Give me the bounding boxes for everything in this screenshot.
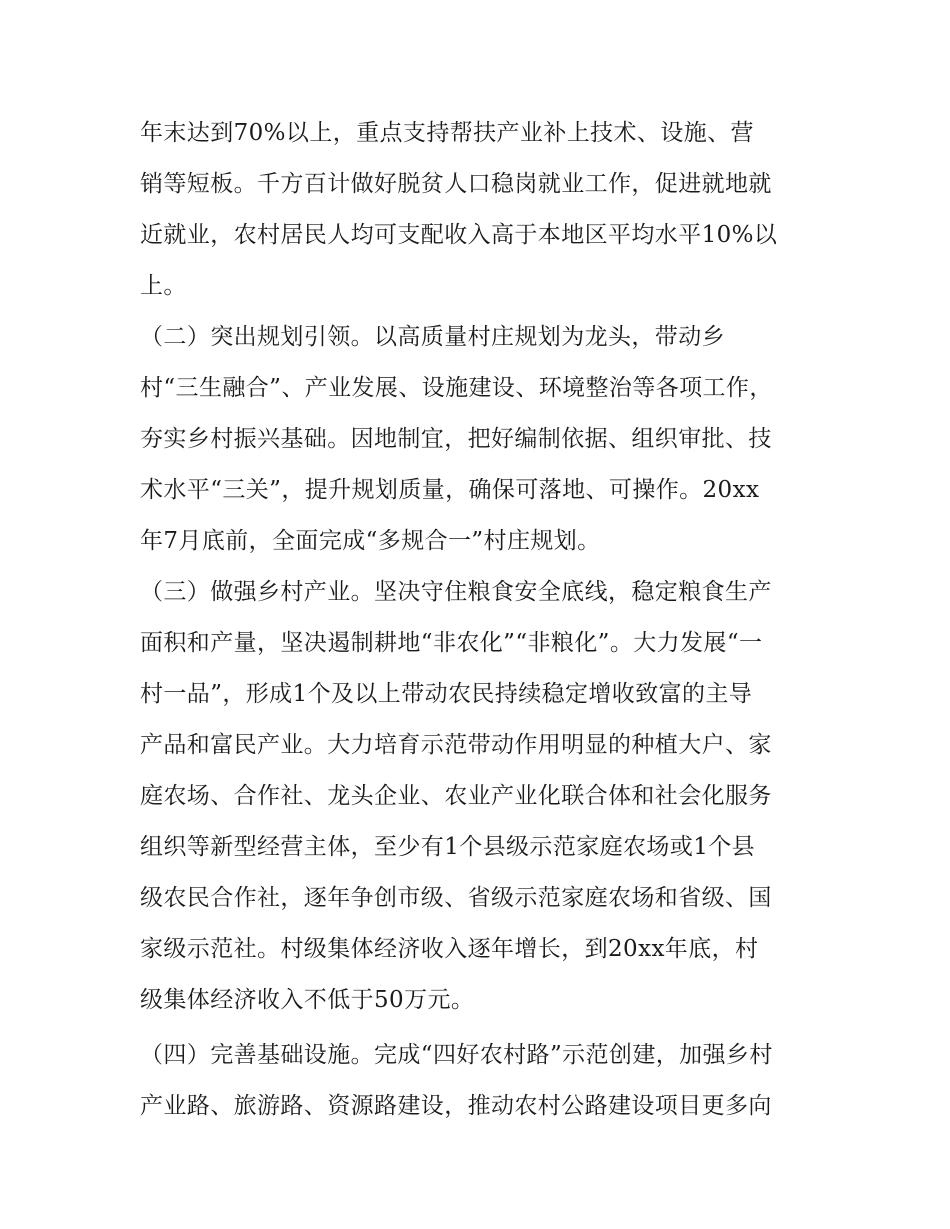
text-line: 组织等新型经营主体，至少有1个县级示范家庭农场或1个县 bbox=[140, 834, 756, 860]
text-line: 面积和产量，坚决遏制耕地“非农化”“非粮化”。大力发展“一 bbox=[140, 630, 763, 656]
text-line: 产业路、旅游路、资源路建设，推动农村公路建设项目更多向 bbox=[140, 1093, 772, 1119]
text-line: 上。 bbox=[140, 273, 187, 299]
section-heading-line: （四）完善基础设施。完成“四好农村路”示范创建，加强乡村 bbox=[140, 1042, 773, 1068]
text-line: 产品和富民产业。大力培育示范带动作用明显的种植大户、家 bbox=[140, 732, 772, 758]
text-line: 年末达到70%以上，重点支持帮扶产业补上技术、设施、营 bbox=[140, 120, 754, 146]
text-line: 村“三生融合”、产业发展、设施建设、环境整治等各项工作， bbox=[140, 375, 773, 401]
text-line: 销等短板。千方百计做好脱贫人口稳岗就业工作，促进就地就 bbox=[140, 171, 772, 197]
text-line: 庭农场、合作社、龙头企业、农业产业化联合体和社会化服务 bbox=[140, 783, 772, 809]
text-line: 家级示范社。村级集体经济收入逐年增长，到20xx年底，村 bbox=[140, 936, 759, 962]
text-line: 术水平“三关”，提升规划质量，确保可落地、可操作。20xx bbox=[140, 477, 760, 503]
text-line: 级集体经济收入不低于50万元。 bbox=[140, 987, 475, 1013]
section-heading-line: （二）突出规划引领。以高质量村庄规划为龙头，带动乡 bbox=[140, 324, 725, 350]
body-text bbox=[140, 108, 820, 1132]
text-line: 夯实乡村振兴基础。因地制宜，把好编制依据、组织审批、技 bbox=[140, 426, 772, 452]
section-heading-line: （三）做强乡村产业。坚决守住粮食安全底线，稳定粮食生产 bbox=[140, 579, 772, 605]
text-line: 村一品”，形成1个及以上带动农民持续稳定增收致富的主导 bbox=[140, 681, 753, 707]
text-line: 级农民合作社，逐年争创市级、省级示范家庭农场和省级、国 bbox=[140, 885, 772, 911]
text-line: 年7月底前，全面完成“多规合一”村庄规划。 bbox=[140, 528, 601, 554]
text-line: 近就业，农村居民人均可支配收入高于本地区平均水平10%以 bbox=[140, 222, 778, 248]
